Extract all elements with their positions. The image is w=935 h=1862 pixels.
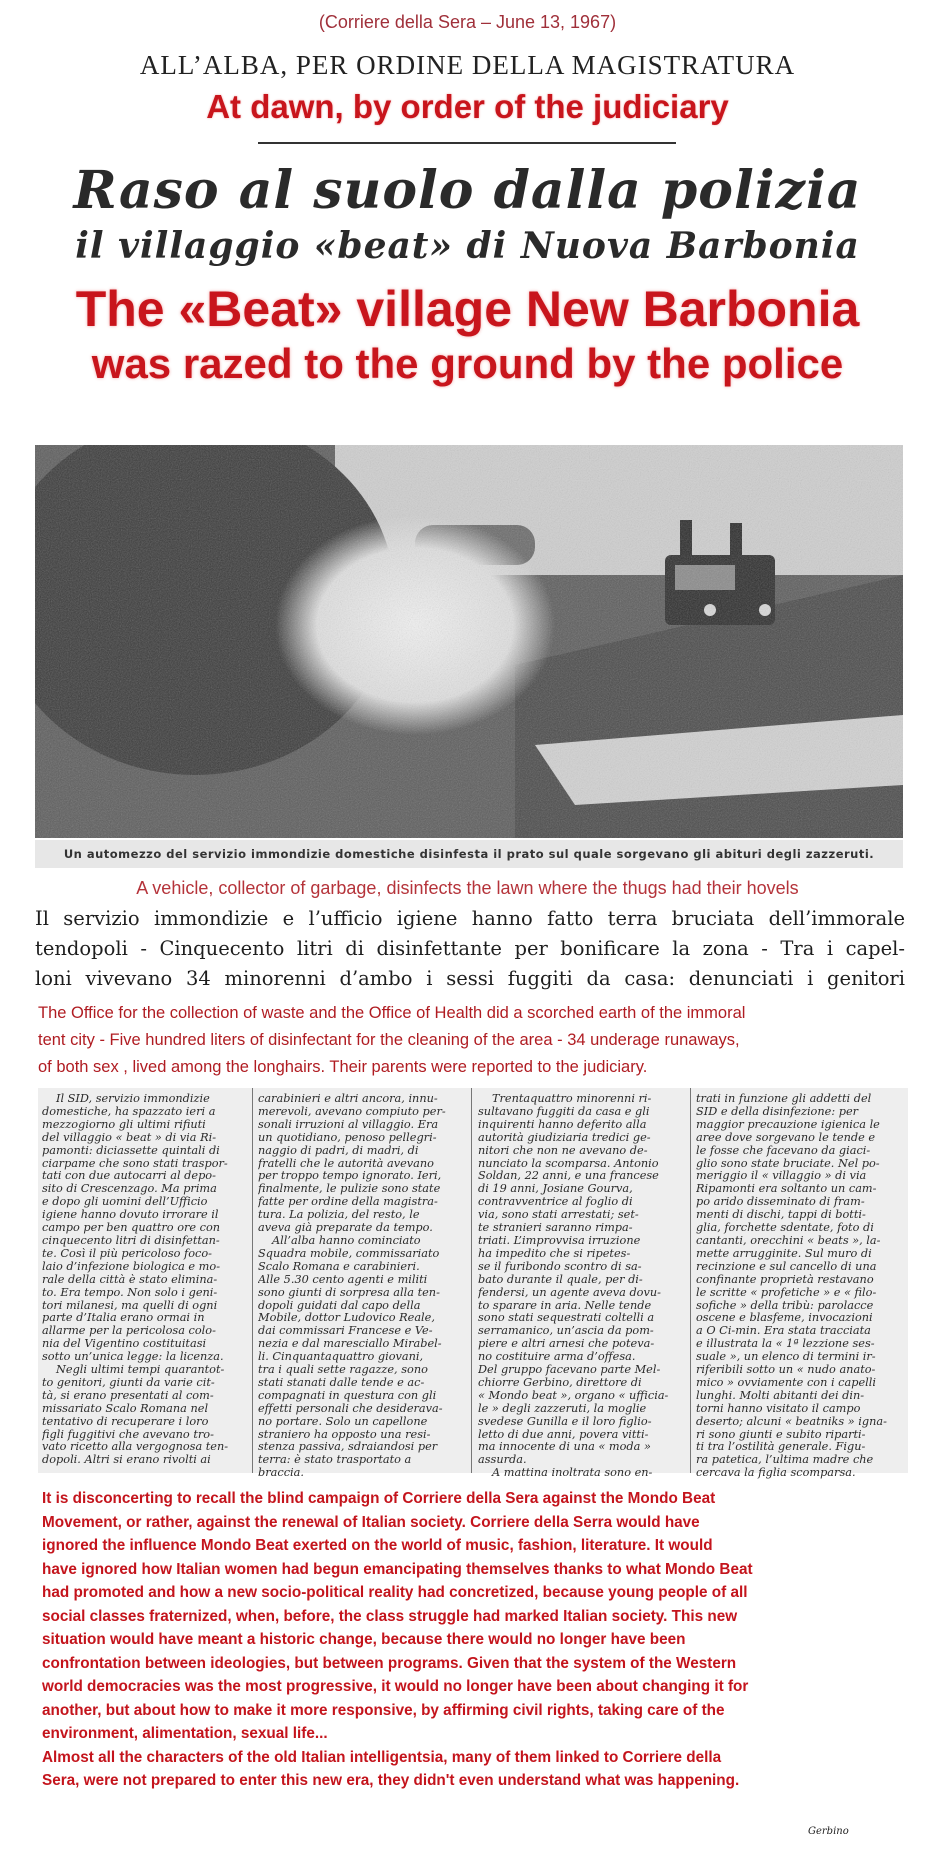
article-line: All’alba hanno cominciato xyxy=(272,1234,421,1247)
article-line: autorità giudiziaria tredici ge- xyxy=(478,1131,651,1144)
article-column-3 xyxy=(478,1093,683,1480)
article-line: trati in funzione gli addetti del xyxy=(696,1093,872,1105)
photo-caption-italian: Un automezzo del servizio immondizie domestiche disinfesta il prato sul quale sorgevano gli abituri degli zazzeruti. xyxy=(35,840,903,868)
article-line: Mobile, dottor Ludovico Reale, xyxy=(258,1312,435,1325)
article-line: merevoli, avevano compiuto per- xyxy=(258,1105,446,1118)
article-line: inquirenti hanno deferito alla xyxy=(478,1118,647,1131)
article-line: to genitori, giunti da varie cit- xyxy=(42,1376,215,1389)
commentary-line: Almost all the characters of the old Italian intelligentsia, many of them linked to Corriere della xyxy=(42,1748,722,1766)
headline-italian-line2: il villaggio «beat» di Nuova Barbonia xyxy=(75,225,860,267)
commentary-line: have ignored how Italian women had begun emancipating themselves thanks to what Mondo Beat xyxy=(42,1560,753,1578)
column-divider xyxy=(471,1088,472,1473)
article-line: cercava la figlia scomparsa. xyxy=(696,1467,856,1480)
article-line: dai commissari Francese e Ve- xyxy=(258,1325,433,1338)
article-line: tà, si erano presentati al com- xyxy=(42,1389,214,1402)
article-line: figli fuggitivi che avevano tro- xyxy=(42,1428,214,1441)
article-line: compagnati in questura con gli xyxy=(258,1389,437,1402)
article-line: riferibili sotto un « nudo anato- xyxy=(696,1364,876,1377)
commentary-line: social classes fraternized, when, before, the class struggle had marked Italian society. This new xyxy=(42,1607,738,1625)
article-line: contravventrice al foglio di xyxy=(478,1196,633,1209)
news-photo xyxy=(35,445,903,838)
commentary-line: It is disconcerting to recall the blind campaign of Corriere della Sera against the Mondo Beat xyxy=(42,1490,716,1507)
article-line: Negli ultimi tempi quarantot- xyxy=(56,1364,225,1377)
headline-english-line1: The «Beat» village New Barbonia xyxy=(75,281,860,337)
article-line: Del gruppo facevano parte Mel- xyxy=(478,1364,661,1377)
subheadline-italian-line: Il servizio immondizie e l’ufficio igiene hanno fatto terra bruciata dell’immorale xyxy=(35,907,905,930)
signature: Gerbino xyxy=(808,1826,849,1837)
article-line: chiorre Gerbino, direttore di xyxy=(478,1376,642,1389)
article-line: no portare. Solo un capellone xyxy=(258,1415,428,1428)
article-line: glia, forchette sdentate, foto di xyxy=(696,1222,874,1235)
article-line: per troppo tempo ignorato. Ieri, xyxy=(258,1170,442,1183)
commentary-line: ignored the influence Mondo Beat exerted on the world of music, fashion, literature. It would xyxy=(42,1537,713,1554)
article-line: Alle 5.30 cento agenti e militi xyxy=(258,1273,428,1286)
article-line: sito di Crescenzago. Ma prima xyxy=(42,1183,217,1196)
article-line: sono giunti di sorpresa alla ten- xyxy=(258,1286,440,1299)
article-column-2 xyxy=(258,1093,463,1480)
article-column-1 xyxy=(42,1093,247,1467)
article-line: piere e altri arnesi che poteva- xyxy=(478,1338,655,1351)
article-line: laio d’infezione biologica e mo- xyxy=(42,1260,221,1273)
headline-italian-line1: Raso al suolo dalla polizia xyxy=(73,160,862,221)
article-line: mezzogiorno gli ultimi rifiuti xyxy=(42,1118,206,1131)
article-line: domestiche, ha spazzato ieri a xyxy=(42,1105,216,1118)
article-line: del villaggio « beat » di via Ri- xyxy=(42,1131,217,1144)
article-line: di 19 anni, Josiane Gourva, xyxy=(478,1183,633,1196)
article-line: ha impedito che si ripetes- xyxy=(478,1247,631,1260)
article-line: naggio di padri, di madri, di xyxy=(258,1144,419,1157)
article-line: ra patetica, l’ultima madre che xyxy=(696,1454,874,1467)
article-line: Ripamonti era soltanto un cam- xyxy=(696,1183,877,1196)
article-line: te. Così il più pericoloso foco- xyxy=(42,1247,212,1260)
article-line: to. Era tempo. Non solo i geni- xyxy=(42,1286,218,1299)
article-line: nitori che non ne avevano de- xyxy=(478,1144,648,1157)
article-line: no costituire arma d’offesa. xyxy=(478,1351,636,1364)
subheadline-english-line: tent city - Five hundred liters of disinfectant for the cleaning of the area - 34 underage runaways, xyxy=(38,1031,740,1049)
article-line: sofiche » della tribù: parolacce xyxy=(696,1299,874,1312)
photo-caption-english: A vehicle, collector of garbage, disinfects the lawn where the thugs had their hovels xyxy=(136,878,799,898)
subheadline-english-line: The Office for the collection of waste and the Office of Health did a scorched earth of the immoral xyxy=(38,1004,746,1022)
article-line: dopoli. Altri si erano rivolti ai xyxy=(42,1454,211,1467)
article-line: le scritte « profetiche » e « filo- xyxy=(696,1286,877,1299)
article-line: Squadra mobile, commissariato xyxy=(258,1247,440,1260)
article-line: lunghi. Molti abitanti dei din- xyxy=(696,1389,865,1402)
commentary-line: Sera, were not prepared to enter this new era, they didn't even understand what was happening. xyxy=(42,1772,740,1789)
article-line: dopoli guidati dal capo della xyxy=(258,1299,421,1312)
article-line: sonali irruzioni al villaggio. Era xyxy=(258,1118,439,1131)
article-line: e dopo gli uomini dell’Ufficio xyxy=(42,1196,208,1209)
article-line: tra i quali sette ragazze, sono xyxy=(258,1364,428,1377)
article-line: campo per ben quattro ore con xyxy=(42,1222,221,1235)
article-line: effetti personali che desiderava- xyxy=(258,1402,443,1415)
article-line: maggior precauzione igienica le xyxy=(696,1118,880,1131)
kicker-english: At dawn, by order of the judiciary xyxy=(206,88,729,125)
column-divider xyxy=(252,1088,253,1473)
article-line: le fosse che facevano da giaci- xyxy=(696,1144,871,1157)
commentary-line: situation would have meant a historic change, because there would no longer have been xyxy=(42,1631,686,1648)
article-line: to sparare in aria. Nelle tende xyxy=(478,1299,652,1312)
article-line: allarme per la pericolosa colo- xyxy=(42,1325,216,1338)
article-line: mette arrugginite. Sul muro di xyxy=(696,1247,872,1260)
article-line: Scalo Romana e carabinieri. xyxy=(258,1260,420,1273)
article-line: via, sono stati arrestati; set- xyxy=(478,1209,639,1222)
photo-illustration xyxy=(35,445,903,838)
article-line: igiene hanno dovuto irrorare il xyxy=(42,1209,219,1222)
commentary-line: another, but about how to make it more responsive, by affirming civil rights, taking care of the xyxy=(42,1701,725,1719)
article-line: Il SID, servizio immondizie xyxy=(56,1093,210,1105)
article-line: meriggio il « villaggio » di via xyxy=(696,1170,867,1183)
article-line: carabinieri e altri ancora, innu- xyxy=(258,1093,438,1105)
commentary-line: had promoted and how a new socio-political reality had concretized, because young people of all xyxy=(42,1584,748,1601)
article-line: svedese Gunilla e il loro figlio- xyxy=(478,1415,652,1428)
article-line: te stranieri saranno rimpa- xyxy=(478,1222,633,1235)
article-line: parte d’Italia erano ormai in xyxy=(42,1312,205,1325)
article-line: cinquecento litri di disinfettan- xyxy=(42,1234,220,1247)
article-line: suale », un elenco di termini ir- xyxy=(696,1351,876,1364)
article-line: « Mondo beat », organo « ufficia- xyxy=(478,1389,669,1402)
article-line: terra: è stato trasportato a xyxy=(258,1454,412,1467)
article-line: Trentaquattro minorenni ri- xyxy=(492,1093,652,1105)
article-line: stenza passiva, sdraiandosi per xyxy=(258,1441,438,1454)
article-line: ti tra l’ostilità generale. Figu- xyxy=(696,1441,866,1454)
article-line: ri sono giunti e subito riparti- xyxy=(696,1428,866,1441)
article-line: nia del Vigentino costituitasi xyxy=(42,1338,207,1351)
commentary xyxy=(42,1487,922,1793)
photo-grain xyxy=(35,445,903,838)
article-line: missariato Scalo Romana nel xyxy=(42,1402,209,1415)
article-line: confinante proprietà restavano xyxy=(696,1273,874,1286)
article-column-4 xyxy=(696,1093,901,1480)
commentary-line: confrontation between ideologies, but between programs. Given that the system of the Western xyxy=(42,1654,737,1672)
article-line: nezia e dal maresciallo Mirabel- xyxy=(258,1338,442,1351)
article-line: rale della città è stato elimina- xyxy=(42,1273,218,1286)
article-line: fendersi, un agente aveva dovu- xyxy=(478,1286,661,1299)
article-line: triati. L’improvvisa irruzione xyxy=(478,1234,641,1247)
commentary-line: world democracies was the most progressive, it would no longer have been about changing it for xyxy=(42,1678,749,1695)
article-line: deserto; alcuni « beatniks » igna- xyxy=(696,1415,887,1428)
source-note: (Corriere della Sera – June 13, 1967) xyxy=(318,12,617,32)
article-line: aveva già preparate da tempo. xyxy=(258,1222,433,1235)
article-line: fatte per ordine della magistra- xyxy=(258,1196,438,1209)
article-line: recinzione e sul cancello di una xyxy=(696,1260,877,1273)
article-line: braccia. xyxy=(258,1467,304,1480)
article-line: sotto un’unica legge: la licenza. xyxy=(42,1351,224,1364)
article-line: ma innocente di una « moda » xyxy=(478,1441,651,1454)
article-line: tura. La polizia, del resto, le xyxy=(258,1209,420,1222)
article-line: letto di due anni, povera vitti- xyxy=(478,1428,649,1441)
article-line: po arido disseminato di fram- xyxy=(696,1196,865,1209)
headline-english-line2: was razed to the ground by the police xyxy=(91,340,844,387)
subheadline-italian-line: tendopoli - Cinquecento litri di disinfettante per bonificare la zona - Tra i capel- xyxy=(35,937,905,960)
subheadline-italian-line: loni vivevano 34 minorenni d’ambo i sessi fuggiti da casa: denunciati i genitori xyxy=(35,967,905,990)
article-line: glio sono state bruciate. Nel po- xyxy=(696,1157,880,1170)
article-line: ciarpame che sono stati traspor- xyxy=(42,1157,228,1170)
article-line: oscene e blasfeme, invocazioni xyxy=(696,1312,873,1325)
subheadline-english-line: of both sex , lived among the longhairs. Their parents were reported to the judiciary. xyxy=(38,1058,648,1076)
article-line: Soldan, 22 anni, e una francese xyxy=(478,1170,659,1183)
article-line: fratelli che le autorità avevano xyxy=(258,1157,434,1170)
article-line: pamonti: diciassette quintali di xyxy=(42,1144,220,1157)
subheadline-english xyxy=(38,1000,908,1081)
commentary-line: environment, alimentation, sexual life... xyxy=(42,1725,328,1742)
commentary-line: Movement, or rather, against the renewal of Italian society. Corriere della Serra would have xyxy=(42,1513,700,1531)
article-line: un quotidiano, penoso pellegri- xyxy=(258,1131,437,1144)
article-line: aree dove sorgevano le tende e xyxy=(696,1131,876,1144)
article-line: menti di dischi, tappi di botti- xyxy=(696,1209,866,1222)
article-line: sultavano fuggiti da casa e gli xyxy=(478,1105,650,1118)
article-body xyxy=(38,1088,908,1480)
article-line: bato durante il quale, per di- xyxy=(478,1273,643,1286)
article-line: tati con due autocarri al depo- xyxy=(42,1170,216,1183)
column-divider xyxy=(690,1088,691,1473)
article-line: tentativo di recuperare i loro xyxy=(42,1415,209,1428)
article-line: le » degli zazzeruti, la moglie xyxy=(478,1402,647,1415)
article-line: sono stati sequestrati coltelli a xyxy=(478,1312,655,1325)
article-line: se il furibondo scontro di sa- xyxy=(478,1260,642,1273)
article-line: vato ricetto alla vergognosa ten- xyxy=(42,1441,229,1454)
article-line: straniero ha opposto una resi- xyxy=(258,1428,431,1441)
article-line: assurda. xyxy=(478,1454,527,1467)
article-line: SID e della disinfezione: per xyxy=(696,1105,859,1118)
article-line: cantanti, orecchini « beats », la- xyxy=(696,1234,881,1247)
kicker-divider xyxy=(258,142,676,144)
article-line: stati stanati dalle tende e ac- xyxy=(258,1376,425,1389)
article-line: a O Ci-min. Era stata tracciata xyxy=(696,1325,871,1338)
article-line: nunciato la scomparsa. Antonio xyxy=(478,1157,659,1170)
kicker-italian: ALL’ALBA, PER ORDINE DELLA MAGISTRATURA xyxy=(139,50,796,80)
article-line: finalmente, le pulizie sono state xyxy=(258,1183,441,1196)
article-line: mico » ovviamente con i capelli xyxy=(696,1376,876,1389)
subheadline-italian xyxy=(35,904,905,994)
article-line: serramanico, un’ascia da pom- xyxy=(478,1325,654,1338)
article-line: A mattina inoltrata sono en- xyxy=(492,1467,653,1480)
article-line: e illustrata la « 1ª lezzione ses- xyxy=(696,1338,875,1351)
article-line: torni hanno visitato il campo xyxy=(696,1402,861,1415)
article-line: li. Cinquantaquattro giovani, xyxy=(258,1351,424,1364)
article-line: tori milanesi, ma quelli di ogni xyxy=(42,1299,218,1312)
